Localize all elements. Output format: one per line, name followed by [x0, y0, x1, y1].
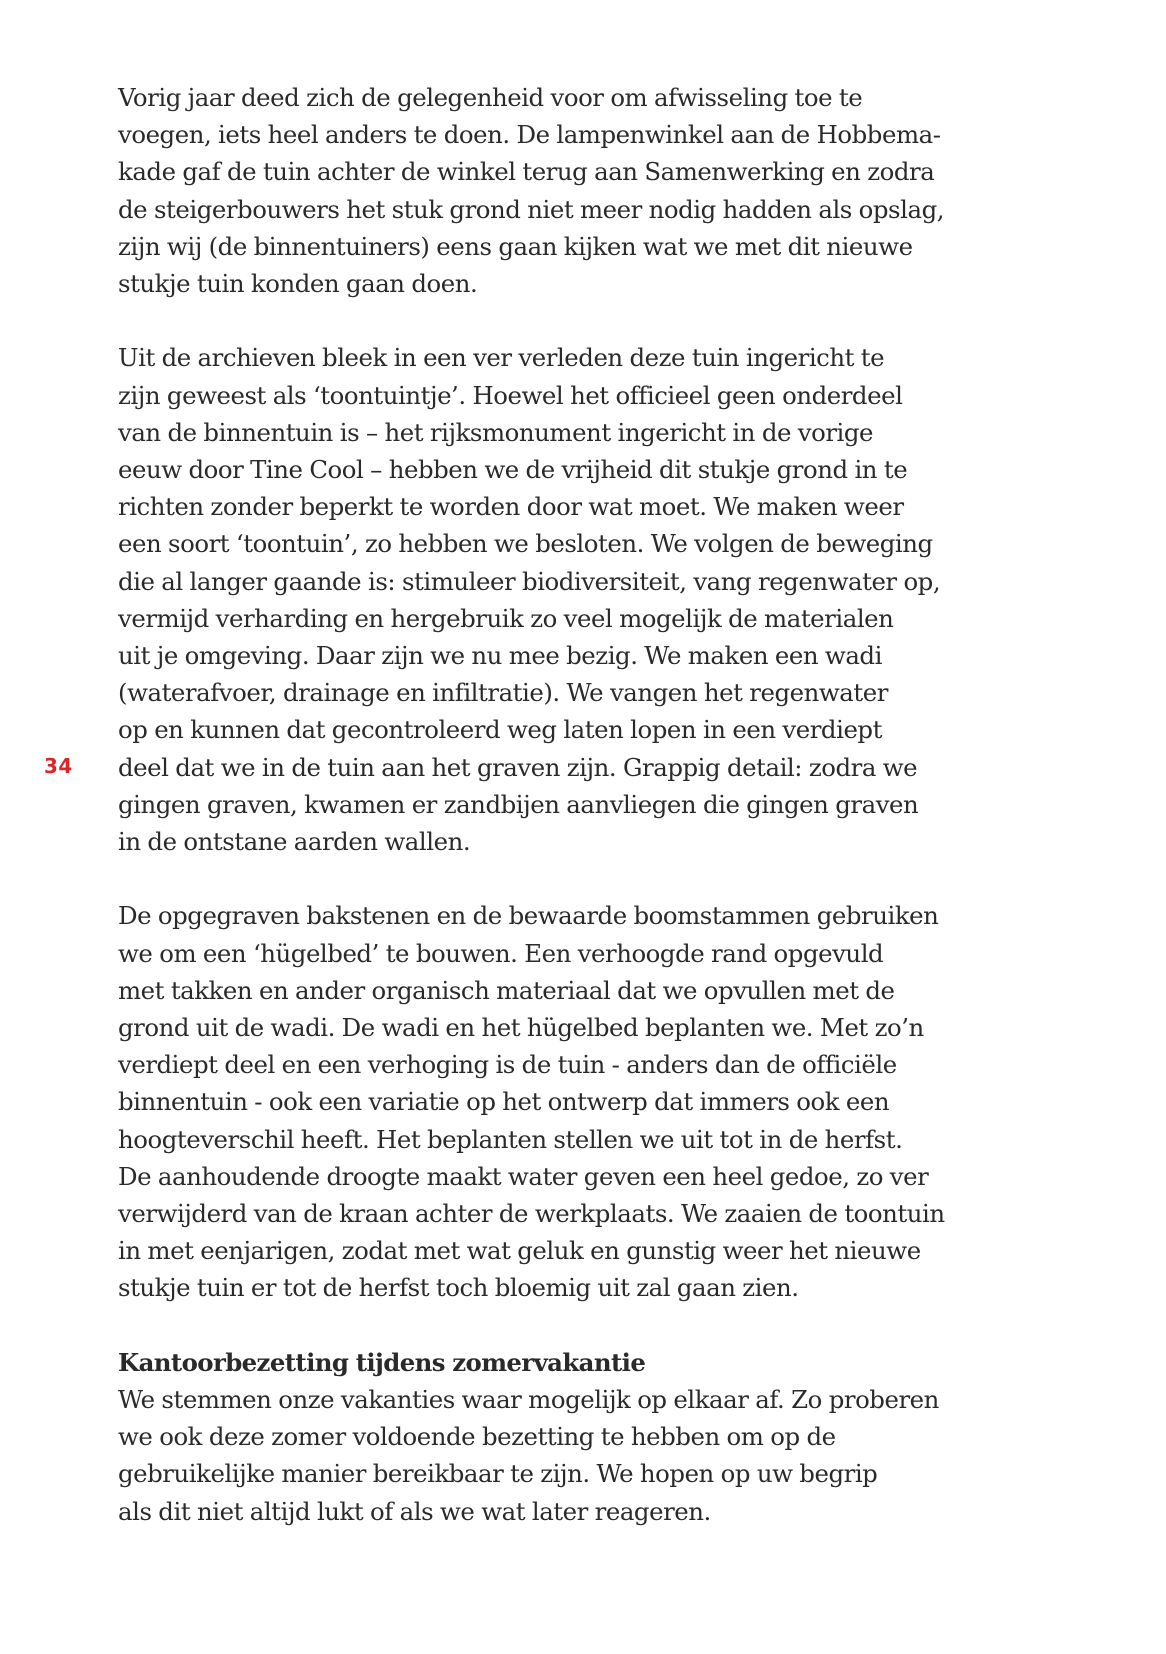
text-line: in met eenjarigen, zodat met wat geluk en gunstig weer het nieuwe [118, 1236, 921, 1266]
page-number: 34 [44, 754, 73, 778]
section-heading: Kantoorbezetting tijdens zomervakantie [118, 1347, 646, 1377]
text-line: hoogteverschil heeft. Het beplanten stellen we uit tot in de herfst. [118, 1124, 903, 1154]
text-line: eeuw door Tine Cool – hebben we de vrijheid dit stukje grond in te [118, 455, 908, 485]
text-line: Vorig jaar deed zich de gelegenheid voor om afwisseling toe te [118, 83, 863, 112]
text-line: We stemmen onze vakanties waar mogelijk op elkaar af. Zo proberen [118, 1385, 939, 1415]
text-line: De aanhoudende droogte maakt water geven een heel gedoe, zo ver [118, 1161, 929, 1191]
paragraph-hugelbed [118, 897, 998, 1306]
text-line: zijn geweest als ‘toontuintje’. Hoewel het officieel geen onderdeel [118, 380, 903, 410]
section-office-coverage [118, 1344, 998, 1530]
text-line: gingen graven, kwamen er zandbijen aanvliegen die gingen graven [118, 789, 919, 819]
text-line: grond uit de wadi. De wadi en het hügelbed beplanten we. Met zo’n [118, 1013, 924, 1043]
text-line: uit je omgeving. Daar zijn we nu mee bezig. We maken een wadi [118, 641, 882, 671]
text-line: verdiept deel en een verhoging is de tuin - anders dan de officiële [118, 1050, 897, 1080]
text-line: (waterafvoer, drainage en infiltratie). We vangen het regenwater [118, 678, 888, 708]
text-line: een soort ‘toontuin’, zo hebben we besloten. We volgen de beweging [118, 529, 933, 559]
text-line: in de ontstane aarden wallen. [118, 827, 471, 857]
article-body [118, 79, 998, 1530]
text-line: deel dat we in de tuin aan het graven zijn. Grappig detail: zodra we [118, 752, 918, 782]
text-line: vermijd verharding en hergebruik zo veel mogelijk de materialen [118, 603, 894, 633]
paragraph-archive-history [118, 339, 998, 860]
text-line: Uit de archieven bleek in een ver verleden deze tuin ingericht te [118, 343, 885, 373]
text-line: die al langer gaande is: stimuleer biodiversiteit, vang regenwater op, [118, 566, 941, 596]
text-line: zijn wij (de binnentuiners) eens gaan kijken wat we met dit nieuwe [118, 231, 913, 261]
text-line: de steigerbouwers het stuk grond niet meer nodig hadden als opslag, [118, 194, 945, 224]
text-line: kade gaf de tuin achter de winkel terug aan Samenwerking en zodra [118, 157, 935, 187]
text-line: we om een ‘hügelbed’ te bouwen. Een verhoogde rand opgevuld [118, 938, 884, 968]
text-line: binnentuin - ook een variatie op het ontwerp dat immers ook een [118, 1087, 890, 1117]
text-line: op en kunnen dat gecontroleerd weg laten lopen in een verdiept [118, 715, 882, 745]
text-line: stukje tuin er tot de herfst toch bloemig uit zal gaan zien. [118, 1273, 799, 1303]
text-line: richten zonder beperkt te worden door wat moet. We maken weer [118, 492, 904, 522]
text-line: als dit niet altijd lukt of als we wat later reageren. [118, 1496, 711, 1526]
text-line: gebruikelijke manier bereikbaar te zijn. We hopen op uw begrip [118, 1459, 878, 1489]
paragraph-garden-intro [118, 79, 998, 302]
text-line: van de binnentuin is – het rijksmonument ingericht in de vorige [118, 417, 874, 447]
text-line: voegen, iets heel anders te doen. De lampenwinkel aan de Hobbema- [118, 120, 941, 150]
text-line: verwijderd van de kraan achter de werkplaats. We zaaien de toontuin [118, 1199, 945, 1229]
text-line: met takken en ander organisch materiaal dat we opvullen met de [118, 975, 895, 1005]
text-line: we ook deze zomer voldoende bezetting te hebben om op de [118, 1422, 836, 1452]
text-line: stukje tuin konden gaan doen. [118, 269, 478, 299]
text-line: De opgegraven bakstenen en de bewaarde boomstammen gebruiken [118, 901, 939, 931]
